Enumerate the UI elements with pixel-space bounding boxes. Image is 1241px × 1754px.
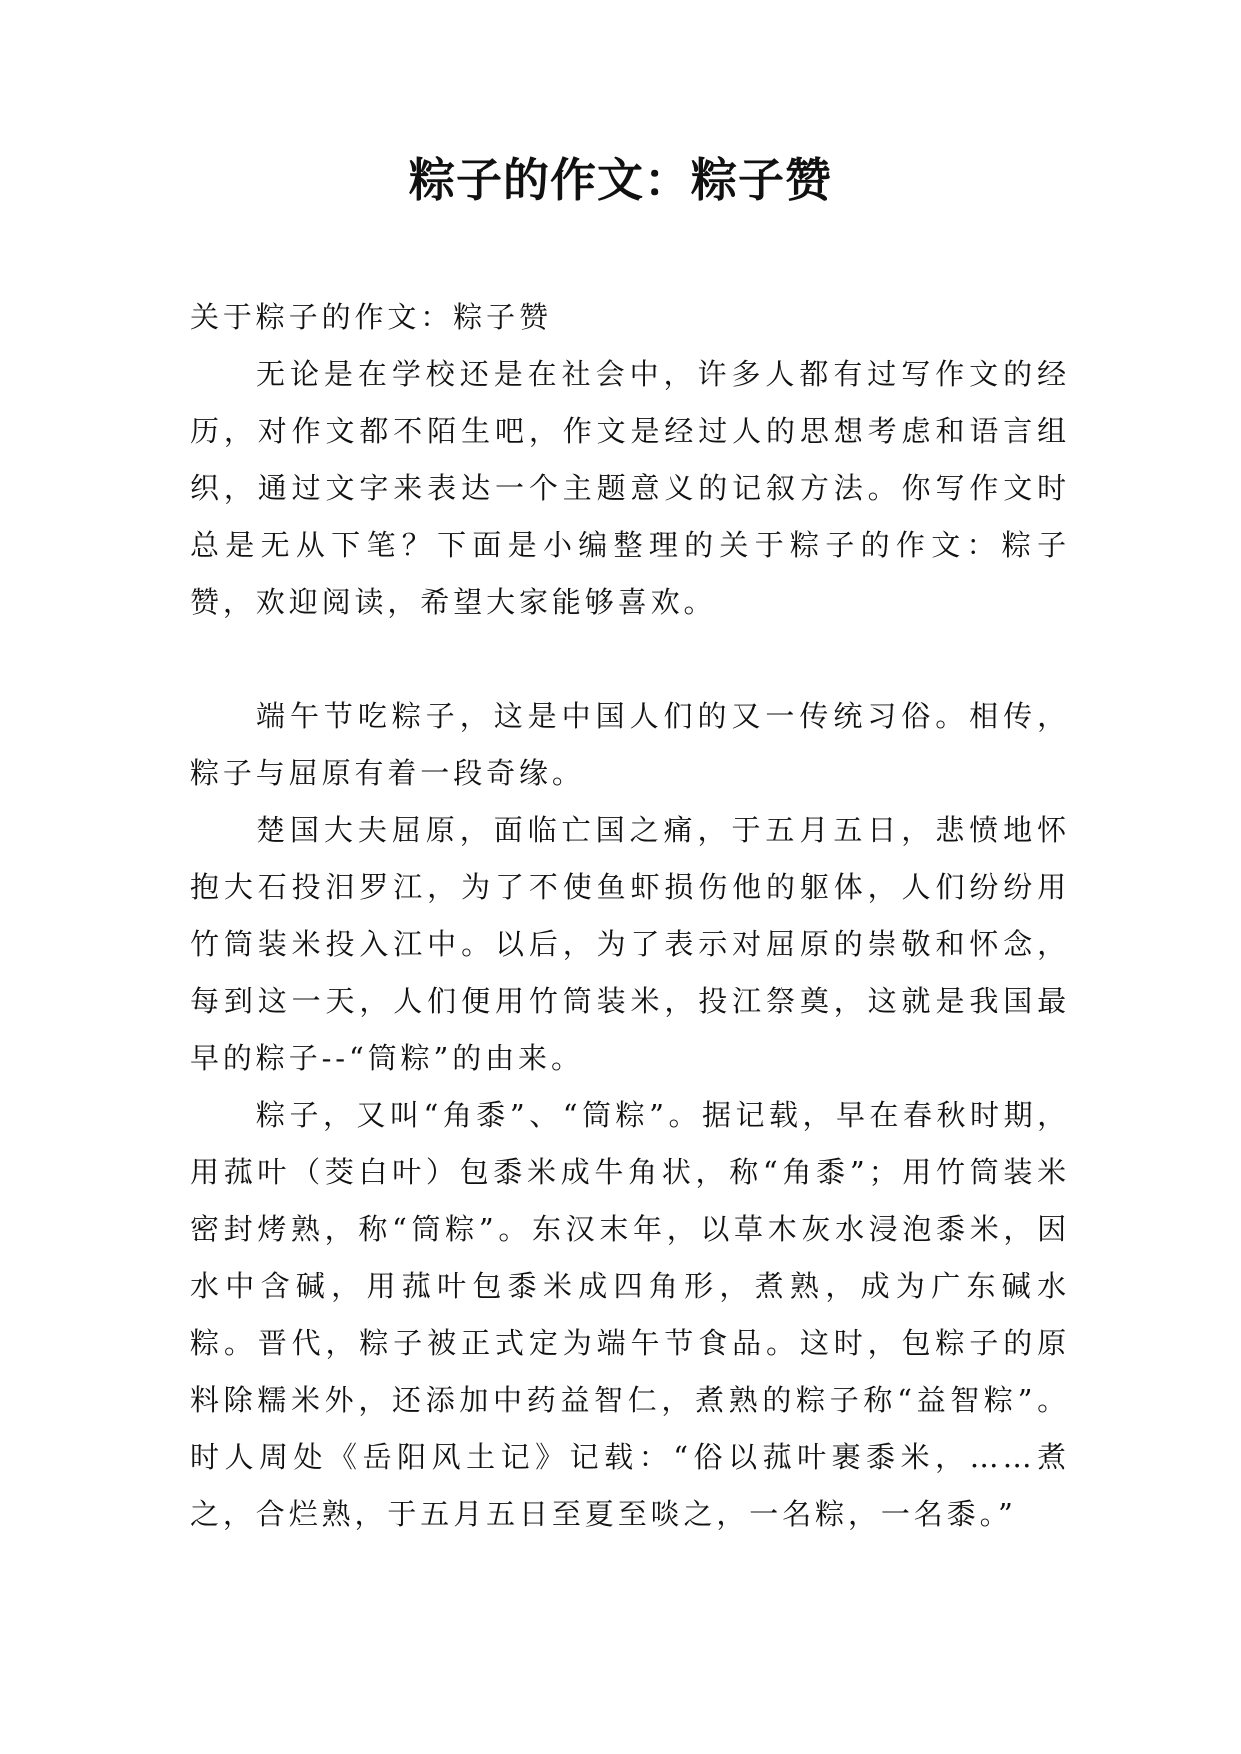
paragraph-history: 粽子，又叫“角黍”、“筒粽”。据记载，早在春秋时期，用菰叶（茭白叶）包黍米成牛角状，称“角黍”；用竹筒装米密封烤熟，称“筒粽”。东汉末年，以草木灰水浸泡黍米，因水中含碱，用菰叶包黍米成四角形，煮熟，成为广东碱水粽。晋代，粽子被正式定为端午节食品。这时，包粽子的原料除糯米外，还添加中药益智仁，煮熟的粽子称“益智粽”。时人周处《岳阳风土记》记载：“俗以菰叶裹黍米，……煮之，合烂熟，于五月五日至夏至啖之，一名粽，一名黍。” bbox=[190, 1098, 1070, 1531]
paragraph-quyuan: 楚国大夫屈原，面临亡国之痛，于五月五日，悲愤地怀抱大石投汨罗江，为了不使鱼虾损伤他的躯体，人们纷纷用竹筒装米投入江中。以后，为了表示对屈原的崇敬和怀念，每到这一天，人们便用竹筒装米，投江祭奠，这就是我国最早的粽子--“筒粽”的由来。 bbox=[190, 813, 1070, 1075]
document-subtitle: 关于粽子的作文：粽子赞 bbox=[190, 300, 552, 334]
document-title: 粽子的作文：粽子赞 bbox=[409, 153, 832, 207]
paragraph-spacer bbox=[190, 631, 1070, 688]
paragraph-custom: 端午节吃粽子，这是中国人们的又一传统习俗。相传，粽子与屈原有着一段奇缘。 bbox=[190, 699, 1070, 790]
document-body bbox=[190, 289, 1070, 1543]
paragraph-intro: 无论是在学校还是在社会中，许多人都有过写作文的经历，对作文都不陌生吧，作文是经过人的思想考虑和语言组织，通过文字来表达一个主题意义的记叙方法。你写作文时总是无从下笔？下面是小编整理的关于粽子的作文：粽子赞，欢迎阅读，希望大家能够喜欢。 bbox=[190, 357, 1070, 619]
